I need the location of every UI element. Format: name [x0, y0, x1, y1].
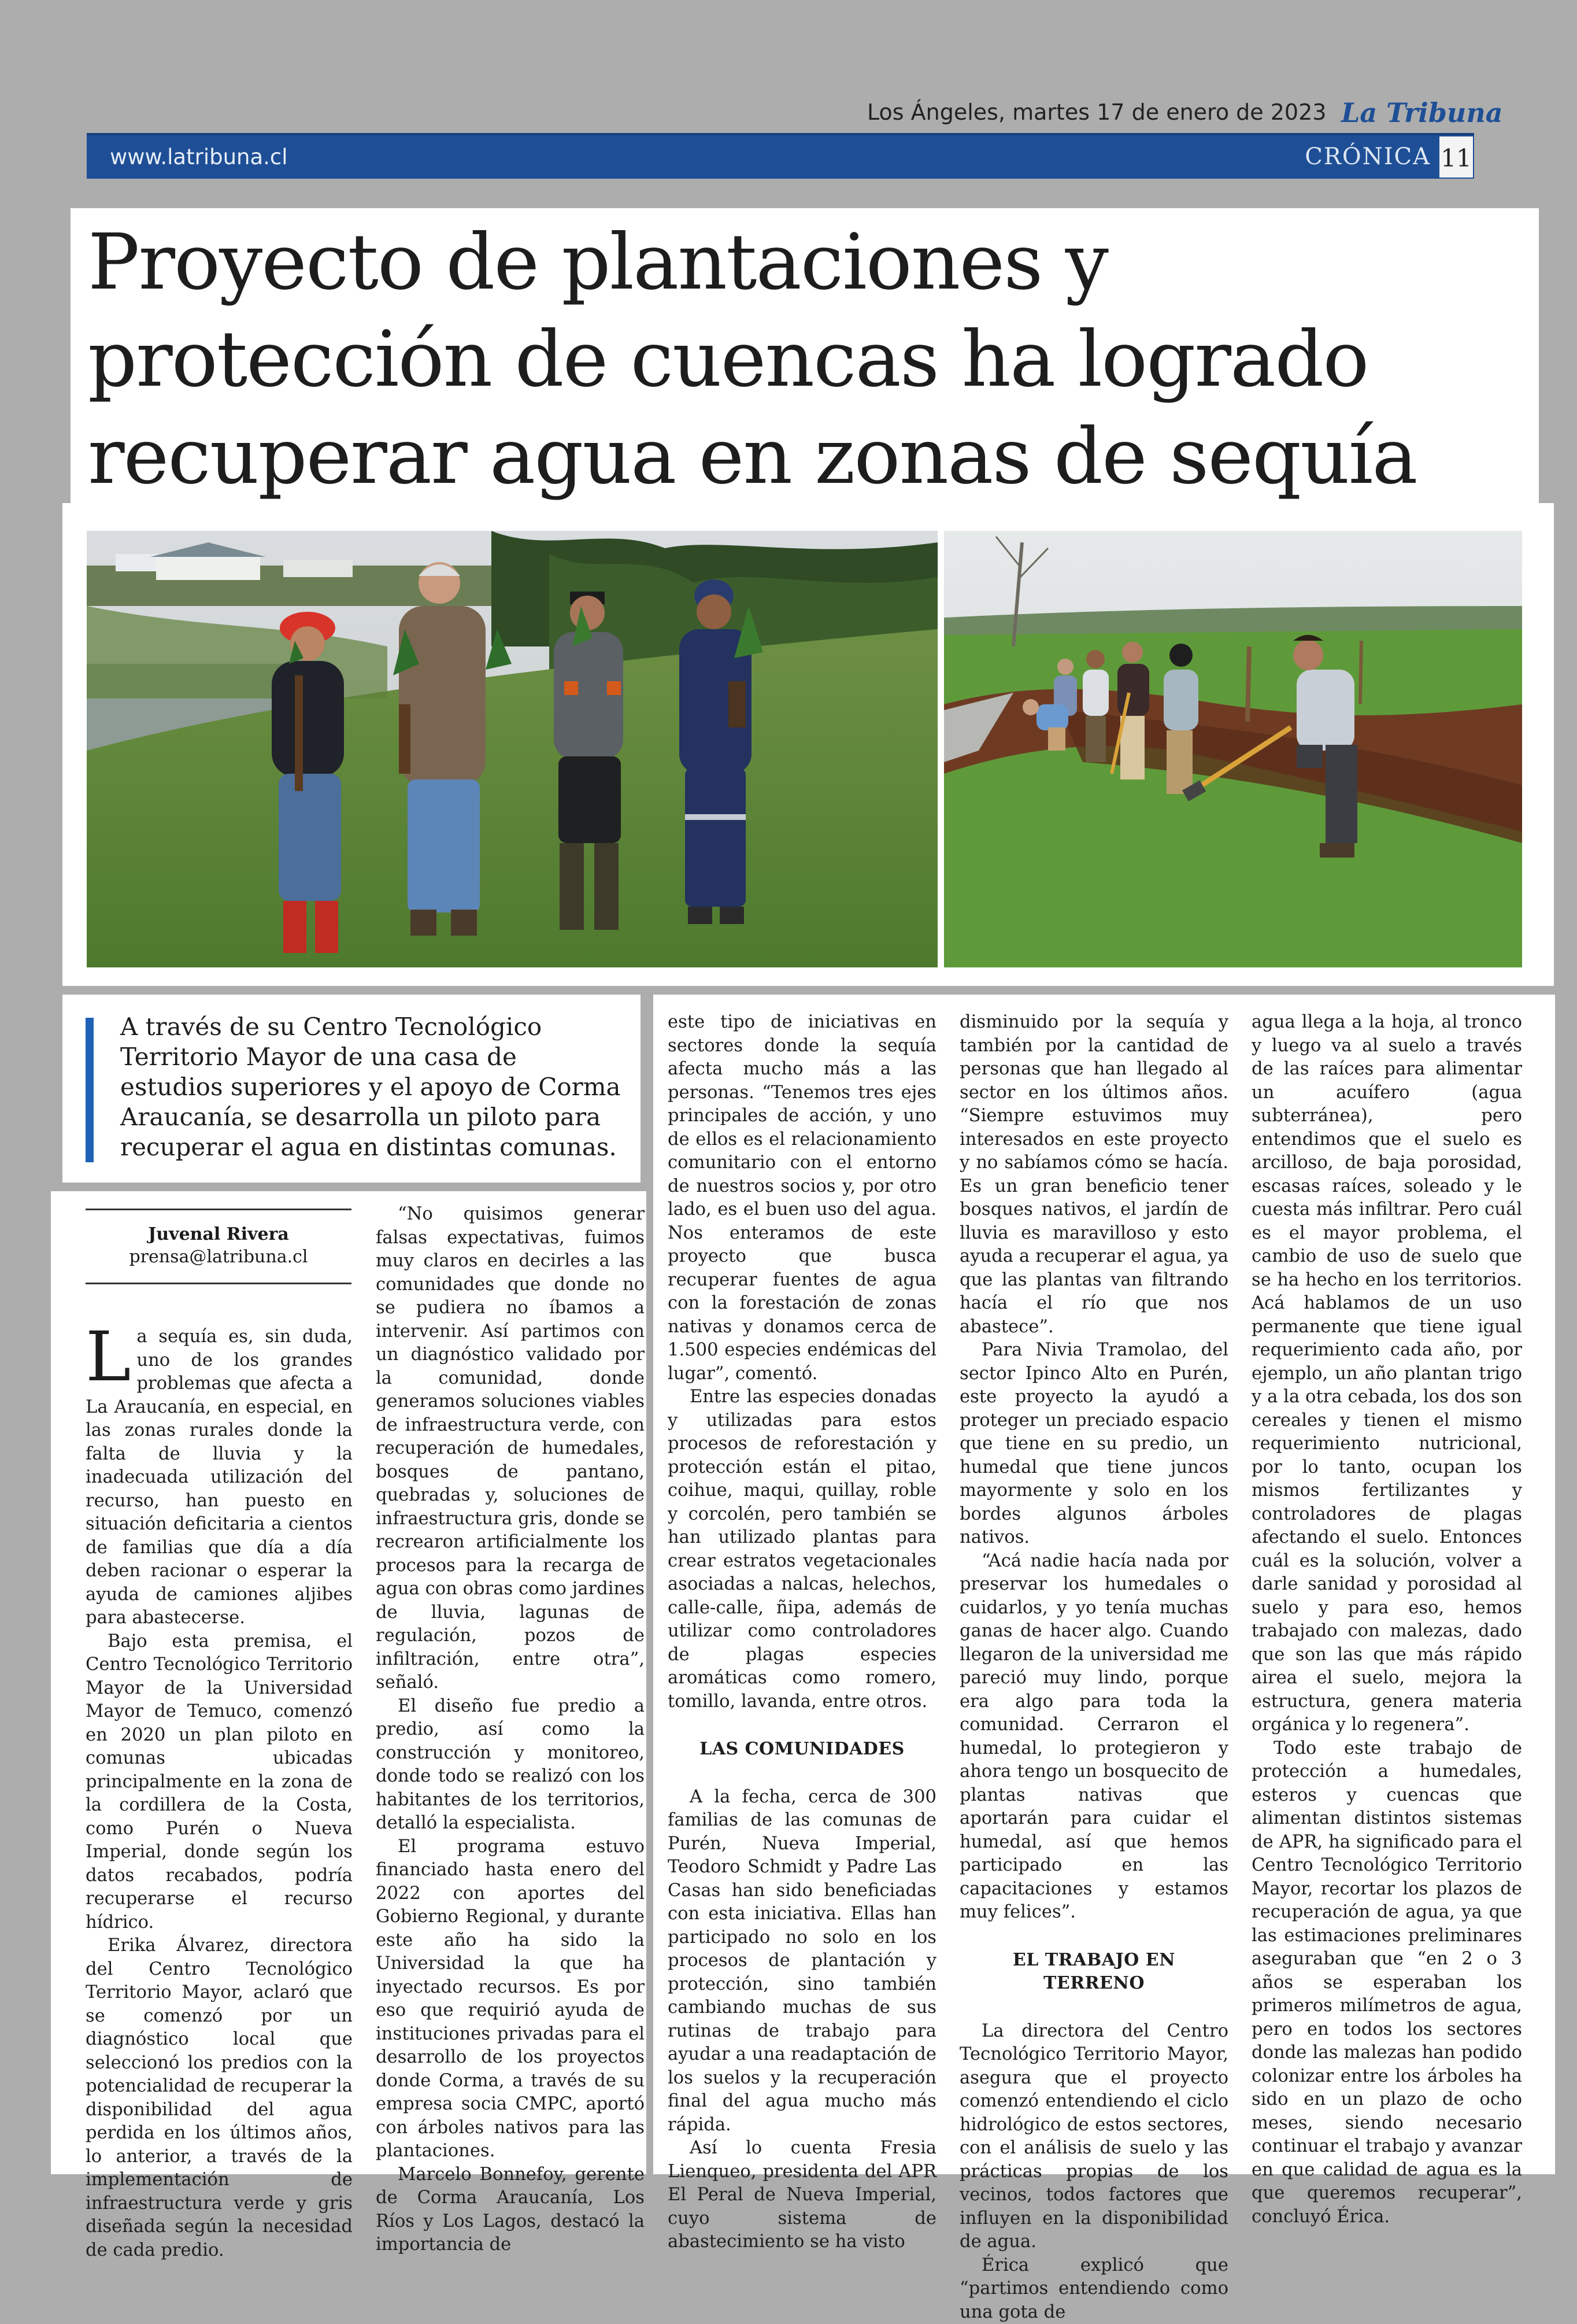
col4-paragraph-1: disminuido por la sequía y también por la cantidad de personas que han llegado al sector en los últimos años. “Siempre estuvimos muy interesados en este proyecto y no sabíamos cómo se hacía. Es un gran beneficio tener bosques nativos, el jardín de lluvia es maravilloso y esto ayuda a recuperar el agua, ya que las plantas van filtrando hacía el río que nos abastece”.: [960, 1011, 1228, 1339]
photo-panel: [62, 503, 1554, 986]
byline: [86, 1209, 351, 1284]
byline-email[interactable]: prensa@latribuna.cl: [86, 1247, 351, 1267]
col2-paragraph-3: El programa estuvo financiado hasta enero del 2022 con aportes del Gobierno Regional, y durante este año ha sido la Universidad la que ha inyectado recursos. Es por eso que requirió ayuda de instituciones privadas para el desarrollo de los proyectos donde Corma, a través de su empresa socia CMPC, aportó con árboles nativos para las plantaciones.: [376, 1835, 645, 2163]
col3-paragraph-1: este tipo de iniciativas en sectores donde la sequía afecta mucho más a las personas. “Tenemos tres ejes principales de acción, y uno de ellos es el relacionamiento comunitario con el entorno de nuestros socios y, por otro lado, es el buen uso del agua. Nos enteramos de este proyecto que busca recuperar fuentes de agua con la forestación de zonas nativas y donamos cerca de 1.500 especies endémicas del lugar”, comentó.: [668, 1011, 936, 1385]
col5-paragraph-2: Todo este trabajo de protección a humedales, esteros y cuencas que alimentan distintos sistemas de APR, ha significado para el Centro Tecnológico Territorio Mayor, recortar los plazos de recuperación de agua, ya que las estimaciones preliminares aseguraban que “en 2 o 3 años se esperaban los primeros milímetros de agua, pero en todos los sectores donde las malezas han podido colonizar entre los árboles ha sido en un plazo de ocho meses, siendo necesario continuar el trabajo y avanzar en que calidad de agua es la que queremos recuperar”, concluyó Érica.: [1252, 1737, 1522, 2229]
col2-paragraph-2: El diseño fue predio a predio, así como la construcción y monitoreo, donde todo se realizó con los habitantes de los territorios, detalló la especialista.: [376, 1695, 645, 1835]
col2-paragraph-4: Marcelo Bonnefoy, gerente de Corma Araucanía, Los Ríos y Los Lagos, destacó la importancia de: [376, 2163, 645, 2257]
col2-paragraph-1: “No quisimos generar falsas expectativas, fuimos muy claros en decirles a las comunidades que donde no se pudiera no íbamos a intervenir. Así partimos con un diagnóstico validado por la comunidad, donde generamos soluciones viables de infraestructura verde, con recuperación de humedales, bosques de pantano, quebradas y, soluciones de infraestructura gris, donde se recrearon artificialmente los procesos para la recarga de agua con obras como jardines de lluvia, lagunas de regulación, pozos de infiltración, entre otra”, señaló.: [376, 1203, 645, 1695]
col4-paragraph-2: Para Nivia Tramolao, del sector Ipinco Alto en Purén, este proyecto la ayudó a proteger un preciado espacio que tiene en su predio, un humedal que tiene juncos mayormente y solo en los bordes algunos árboles nativos.: [960, 1339, 1228, 1550]
left-columns-panel: [51, 1191, 646, 2174]
col3-paragraph-3: A la fecha, cerca de 300 familias de las comunas de Purén, Nueva Imperial, Teodoro Schmidt y Padre Las Casas han sido beneficiadas con esta iniciativa. Ellas han participado no solo en los procesos de plantación y protección, sino también cambiando muchas de sus rutinas de trabajo para ayudar a una readaptación de los suelos y la recuperación final del agua mucho más rápida.: [668, 1786, 936, 2137]
col4-paragraph-4: La directora del Centro Tecnológico Territorio Mayor, asegura que el proyecto comenzó entendiendo el ciclo hidrológico de estos sectores, con el análisis de suelo y las prácticas propias de los vecinos, todos factores que influyen en la disponibilidad de agua.: [960, 2020, 1228, 2254]
byline-author: Juvenal Rivera: [86, 1224, 351, 1244]
col4-paragraph-3: “Acá nadie hacía nada por preservar los humedales o cuidarlos, y yo tenía muchas ganas de hacer algo. Cuando llegaron de la universidad me pareció muy lindo, porque era algo para toda la comunidad. Cerraron el humedal, lo protegieron y ahora tengo un bosquecito de plantas nativas que aportarán para cuidar el humedal, así que hemos participado en las capacitaciones y estamos muy felices”.: [960, 1550, 1228, 1924]
section-label: CRÓNICA: [1305, 135, 1431, 179]
col3-paragraph-2: Entre las especies donadas y utilizadas para estos procesos de reforestación y protección están el pitao, coihue, maqui, quillay, roble y corcolén, pero también se han utilizado plantas para crear estratos vegetacionales asociadas a nalcas, helechos, calle-calle, ñipa, además de utilizar como controladores de plagas especies aromáticas como romero, tomillo, lavanda, entre otros.: [668, 1385, 936, 1713]
article-headline: Proyecto de plantaciones y protección de cuencas ha logrado recuperar agua en zonas de sequía: [88, 214, 1522, 505]
website-url[interactable]: www.latribuna.cl: [110, 135, 288, 179]
page-number: 11: [1438, 135, 1474, 179]
lead-panel: [62, 995, 641, 1183]
section-bar: [87, 133, 1474, 179]
column-5: [1252, 1011, 1522, 2229]
headline-panel: [71, 208, 1539, 509]
subhead-comunidades: LAS COMUNIDADES: [668, 1738, 936, 1761]
col5-paragraph-1: agua llega a la hoja, al tronco y luego va al suelo a través de las raíces para alimentar un acuífero (agua subterránea), pero entendimos que el suelo es arcilloso, de baja porosidad, escasas raíces, soleado y le cuesta más infiltrar. Pero cuál es el mayor problema, el cambio de uso de suelo que se ha hecho en los territorios. Acá hablamos de un uso permanente que tiene igual requerimiento cada año, por ejemplo, un año plantan trigo y a la otra cebada, los dos son cereales y tienen el mismo requerimiento nutricional, por lo tanto, ocupan los mismos fertilizantes y controladores de plagas afectando el suelo. Entonces cuál es la solución, volver a darle sanidad y porosidad al suelo y para eso, hemos trabajado con malezas, dado que son las que más rápido airea el suelo, mejora la estructura, genera materia orgánica y lo regenera”.: [1252, 1011, 1522, 1737]
planting-photo: [944, 531, 1522, 967]
newspaper-logo: La Tribuna: [1341, 97, 1503, 128]
col4-paragraph-5: Érica explicó que “partimos entendiendo como una gota de: [960, 2254, 1228, 2324]
column-1: [86, 1325, 353, 2262]
subhead-trabajo-en-terreno: EL TRABAJO EN TERRENO: [960, 1949, 1228, 1996]
dateline: Los Ángeles, martes 17 de enero de 2023: [867, 99, 1326, 125]
col1-paragraph-2: Bajo esta premisa, el Centro Tecnológico Territorio Mayor de la Universidad Mayor de Temuco, comenzó en 2020 un plan piloto en comunas ubicadas principalmente en la zona de la cordillera de la Costa, como Purén o Nueva Imperial, donde según los datos recabados, podría recuperarse el recurso hídrico.: [86, 1630, 353, 1935]
col3-paragraph-4: Así lo cuenta Fresia Lienqueo, presidenta del APR El Peral de Nueva Imperial, cuyo sistema de abastecimiento se ha visto: [668, 2137, 936, 2254]
drop-cap: L: [86, 1329, 131, 1384]
column-2: [376, 1203, 645, 2257]
column-3: [668, 1011, 936, 2254]
article-lead: A través de su Centro Tecnológico Territorio Mayor de una casa de estudios superiores y el apoyo de Corma Araucanía, se desarrolla un piloto para recuperar el agua en distintas comunas.: [120, 1012, 623, 1162]
column-4: [960, 1011, 1228, 2324]
group-photo: [87, 531, 938, 967]
group-photo-illustration: [87, 531, 938, 967]
col1-paragraph-1: La sequía es, sin duda, uno de los grandes problemas que afecta a La Araucanía, en especial, en las zonas rurales donde la falta de lluvia y la inadecuada utilización del recurso, han puesto en situación deficitaria a cientos de familias que día a día deben racionar o esperar la ayuda de camiones aljibes para abastecerse.: [86, 1325, 353, 1630]
planting-photo-illustration: [944, 531, 1522, 967]
lead-accent-bar: [86, 1018, 94, 1162]
right-columns-panel: [653, 995, 1555, 2174]
col1-paragraph-3: Erika Álvarez, directora del Centro Tecnológico Territorio Mayor, aclaró que se comenzó por un diagnóstico local que seleccionó los predios con la potencialidad de recuperar la disponibilidad del agua perdida en los últimos años, lo anterior, a través de la implementación de infraestructura verde y gris diseñada según la necesidad de cada predio.: [86, 1934, 353, 2262]
